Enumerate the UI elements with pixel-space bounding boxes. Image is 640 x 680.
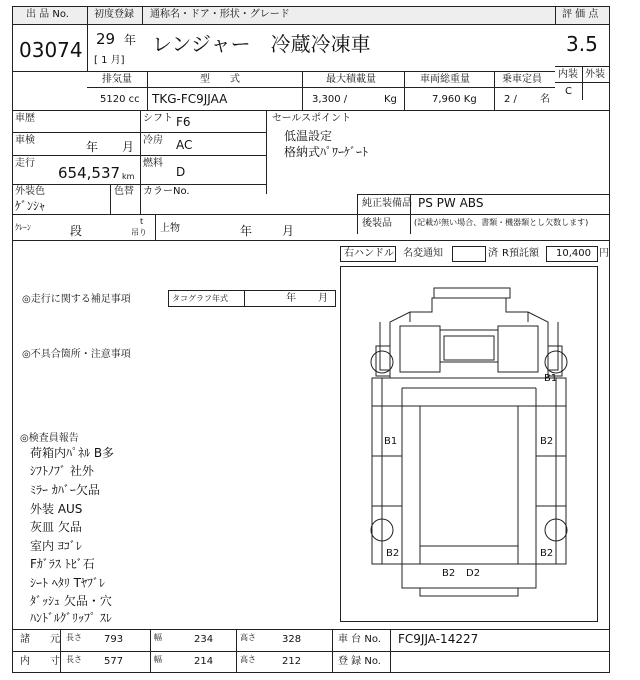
load-value: 3,300 / (312, 94, 348, 105)
recycle-amount: 10,400 (556, 248, 591, 259)
inner-length-label: 長さ (66, 655, 82, 664)
outer-length: 793 (104, 634, 124, 645)
mark-b2-right-rear: B2 (540, 548, 554, 559)
inner-height: 212 (282, 656, 302, 667)
outer-width-label: 幅 (154, 633, 162, 642)
inspection-month: 月 (122, 140, 135, 154)
mileage-value: 654,537 (58, 164, 121, 182)
retro-label: 後装品 (362, 218, 392, 229)
exterior-label: 外装 (585, 69, 605, 80)
dims-top (12, 629, 610, 630)
outer-height-label: 高さ (240, 633, 256, 642)
driving-remarks-label: ◎走行に関する補足事項 (22, 294, 131, 305)
inspector-item: Fｶﾞﾗｽ ﾄﾋﾞ石 (30, 557, 95, 571)
color-value: ｹﾞﾝｼｬ (15, 199, 46, 213)
dims-mid (12, 651, 610, 652)
equip-row-top (357, 194, 610, 195)
inspector-item: 荷箱内ﾊﾟﾈﾙ B多 (30, 446, 115, 460)
spec-col-3 (404, 71, 405, 110)
fuel-label: 燃料 (143, 158, 163, 169)
color-no-label: 色替 (114, 186, 134, 197)
tachograph-split (244, 290, 245, 307)
detail-split (140, 110, 141, 214)
crane-stage: 段 (70, 224, 83, 238)
first-reg-label: 初度登録 (94, 9, 134, 20)
grade-value: 3.5 (566, 32, 598, 56)
crane-row-top (12, 214, 357, 215)
dims-col-label (60, 629, 61, 673)
grade-sub-divider (555, 82, 610, 83)
outer-height: 328 (282, 634, 302, 645)
mark-b2-left-rear: B2 (386, 548, 400, 559)
inspector-label: ◎検査員報告 (20, 433, 79, 444)
grade-split (582, 66, 583, 100)
recycle-label: R預託額 (502, 248, 539, 259)
shift-label: シフト (143, 113, 173, 124)
spec-col-2 (302, 71, 303, 110)
load-unit: Kg (384, 94, 397, 105)
gross-label: 車両総重量 (420, 74, 470, 85)
truck-diagram (340, 266, 598, 622)
displacement-label: 排気量 (102, 74, 132, 85)
retro-note: (記載が無い場合、書類・機器類とし欠数します) (414, 218, 589, 227)
crane-label: ｸﾚｰﾝ (15, 223, 31, 232)
equip-value: PS PW ABS (418, 196, 484, 210)
mileage-unit: km (122, 172, 135, 181)
inner-length: 577 (104, 656, 124, 667)
history-label: 車歴 (15, 113, 35, 124)
lot-label: 出 品 No. (26, 9, 69, 20)
chassis-value: FC9JJA-14227 (398, 632, 479, 646)
equip-label: 純正装備品 (362, 198, 412, 209)
sales-label: セールスポイント (272, 113, 352, 124)
crane-ton: t (140, 217, 144, 226)
mark-b2-rear: B2 (442, 568, 456, 579)
tacho-month: 月 (318, 293, 328, 304)
recycle-unit: 円 (599, 248, 609, 259)
inspector-item: ﾊﾝﾄﾞﾙｸﾞﾘｯﾌﾟ ｽﾚ (30, 611, 112, 625)
upper-year: 年 (240, 224, 253, 238)
mark-b1-right-front: B1 (544, 373, 558, 384)
reg-label: 登 録 No. (338, 656, 381, 667)
sales-point-2: 格納式ﾊﾟﾜｰｹﾞｰﾄ (284, 145, 369, 159)
sales-split (266, 110, 267, 194)
color-split (110, 184, 111, 214)
spec-row-bottom (12, 110, 610, 111)
inner-height-label: 高さ (240, 655, 256, 664)
defects-label: ◎不具合箇所・注意事項 (22, 349, 131, 360)
chassis-label: 車 台 No. (338, 634, 381, 645)
first-reg-month: [ 1 月] (94, 55, 125, 66)
inner-width: 214 (194, 656, 214, 667)
mileage-label: 走行 (15, 158, 35, 169)
spec-col-1 (147, 71, 148, 110)
name-change-label: 名変通知 (403, 248, 443, 259)
tachograph-label: タコグラフ年式 (172, 294, 228, 303)
outer-length-label: 長さ (66, 633, 82, 642)
detail-row-1 (12, 132, 266, 133)
tacho-year: 年 (286, 293, 296, 304)
equip-row-mid (357, 214, 610, 215)
seats-value: 2 / (504, 94, 517, 105)
inspector-item: ﾐﾗｰ ｶﾊﾞｰ欠品 (30, 483, 100, 497)
recycle-status: 済 (488, 248, 498, 259)
ac-label: 冷房 (143, 135, 163, 146)
name-label: 通称名・ドア・形状・グレード (150, 9, 290, 20)
outer-dims-label: 諸 元 (20, 634, 60, 645)
dims-col-4 (390, 629, 391, 673)
mark-d2-rear: D2 (466, 568, 481, 579)
grade-label: 評 価 点 (562, 9, 599, 20)
mark-b1-left-side: B1 (384, 436, 398, 447)
name-change-box (452, 246, 486, 262)
interior-label: 内装 (558, 69, 578, 80)
sales-point-1: 低温設定 (284, 129, 333, 143)
spec-label-row-bottom (87, 87, 555, 88)
dims-col-3 (332, 629, 333, 673)
inspector-item: 室内 ﾖｺﾞﾚ (30, 539, 82, 553)
dims-col-1 (150, 629, 151, 673)
inspection-year: 年 (86, 140, 99, 154)
color-code-label: カラーNo. (143, 186, 190, 197)
shift-value: F6 (176, 115, 191, 129)
mark-b2-right-side: B2 (540, 436, 554, 447)
crane-hanging: 吊り (131, 228, 147, 237)
inner-width-label: 幅 (154, 655, 162, 664)
interior-grade: C (565, 86, 572, 97)
car-name: レンジャー 冷蔵冷凍車 (152, 32, 371, 56)
ac-value: AC (176, 138, 193, 152)
first-reg-year: 29 (96, 30, 116, 48)
crane-row-bottom (12, 240, 610, 241)
inspector-item: ｼﾌﾄﾉﾌﾞ 社外 (30, 464, 94, 478)
spec-row-top (87, 71, 555, 72)
crane-split (155, 214, 156, 240)
detail-row-2 (12, 155, 266, 156)
upper-month: 月 (282, 224, 295, 238)
color-row-top (12, 184, 266, 185)
inspector-item: 灰皿 欠品 (30, 520, 82, 534)
displacement-value: 5120 cc (100, 94, 140, 105)
outer-width: 234 (194, 634, 214, 645)
inspector-item: 外装 AUS (30, 502, 83, 516)
first-reg-year-unit: 年 (124, 33, 137, 47)
inspector-item: ﾀﾞｯｼｭ 欠品・穴 (30, 594, 112, 608)
inner-dims-label: 内 寸 (20, 656, 60, 667)
model-label: 型 式 (200, 74, 240, 85)
model-value: TKG-FC9JJAA (152, 92, 228, 106)
color-label: 外装色 (15, 186, 45, 197)
gross-value: 7,960 Kg (432, 94, 477, 105)
right-hand-label: 右ハンドル (344, 248, 394, 259)
seats-label: 乗車定員 (502, 74, 542, 85)
inspection-label: 車検 (15, 135, 35, 146)
spec-col-4 (494, 71, 495, 110)
upper-label: 上物 (160, 223, 180, 234)
fuel-value: D (176, 165, 186, 179)
inspector-item: ｼｰﾄ ﾍﾀﾘ Tﾔﾌﾞﾚ (30, 576, 105, 590)
seats-unit: 名 (540, 94, 550, 105)
lot-number: 03074 (19, 38, 83, 62)
load-label: 最大積載量 (326, 74, 376, 85)
dims-col-2 (236, 629, 237, 673)
